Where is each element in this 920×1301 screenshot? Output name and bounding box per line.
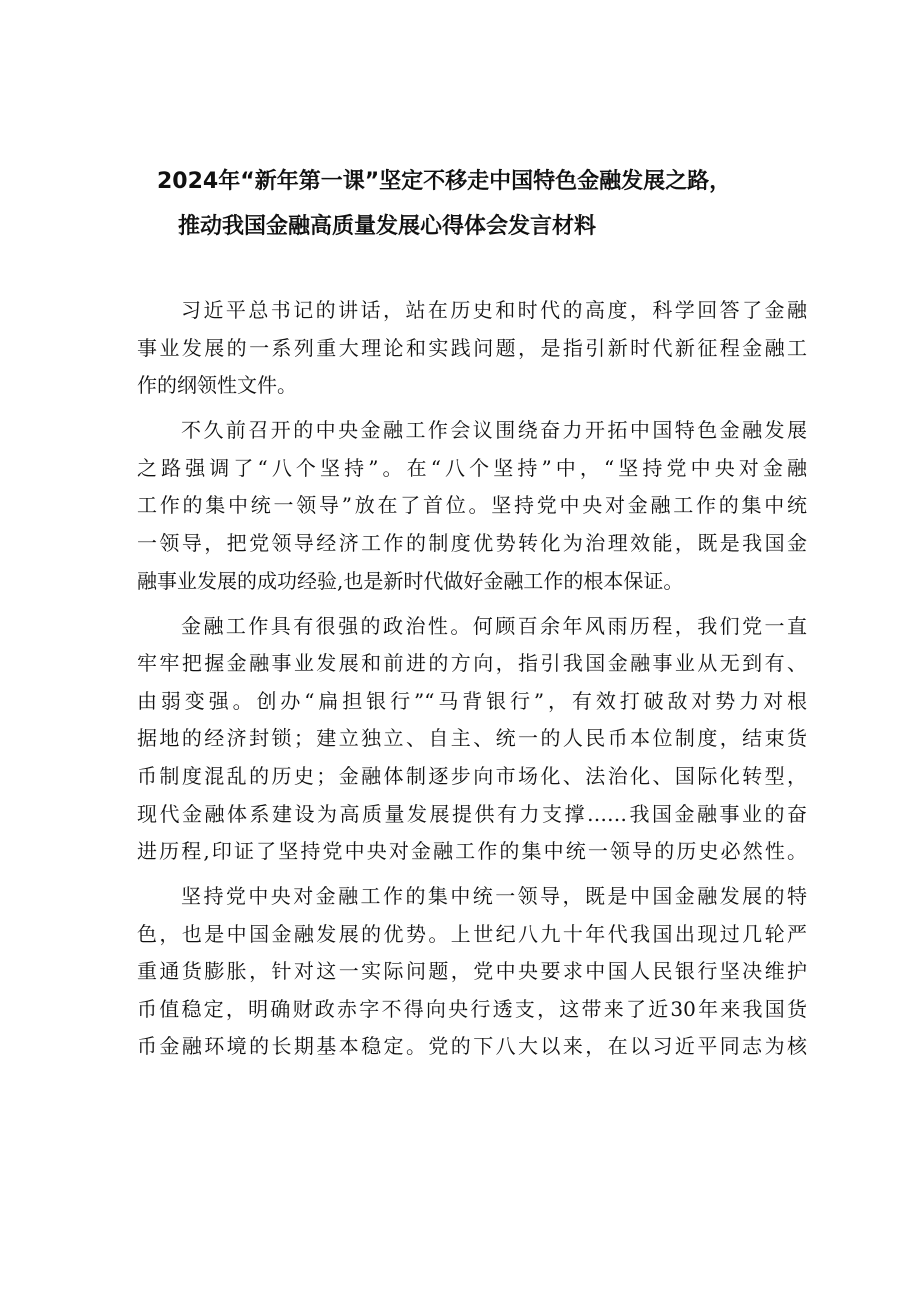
- paragraph-line: 据地的经济封锁；建立独立、自主、统一的人民币本位制度，结束货: [137, 726, 807, 751]
- paragraph-4: [137, 878, 807, 1066]
- paragraph-line: 事业发展的一系列重大理论和实践问题，是指引新时代新征程金融工: [137, 335, 807, 360]
- paragraph-line: 进历程,印证了坚持党中央对金融工作的集中统一领导的历史必然性。: [137, 839, 807, 864]
- paragraph-line: 融事业发展的成功经验,也是新时代做好金融工作的根本保证。: [137, 568, 684, 593]
- paragraph-2: [137, 412, 807, 600]
- paragraph-line: 工作的集中统一领导”放在了首位。坚持党中央对金融工作的集中统: [137, 493, 807, 518]
- paragraph-line: 之路强调了“八个坚持”。在“八个坚持”中，“坚持党中央对金融: [137, 455, 807, 480]
- paragraph-line: 币制度混乱的历史；金融体制逐步向市场化、法治化、国际化转型，: [137, 763, 807, 788]
- paragraph-line: 色，也是中国金融发展的优势。上世纪八九十年代我国出现过几轮严: [137, 921, 807, 946]
- paragraph-line: 现代金融体系建设为高质量发展提供有力支撑……我国金融事业的奋: [137, 801, 807, 826]
- document-title-line-2: 推动我国金融高质量发展心得体会发言材料: [178, 214, 597, 239]
- paragraph-line: 由弱变强。创办“扁担银行”“马背银行”，有效打破敌对势力对根: [137, 688, 807, 713]
- paragraph-line: 习近平总书记的讲话，站在历史和时代的高度，科学回答了金融: [181, 298, 807, 322]
- paragraph-line: 币金融环境的长期基本稳定。党的下八大以来，在以习近平同志为核: [137, 1034, 807, 1059]
- paragraph-1: [137, 292, 807, 405]
- paragraph-line: 坚持党中央对金融工作的集中统一领导，既是中国金融发展的特: [181, 884, 807, 909]
- document-body: [137, 292, 807, 1073]
- paragraph-line: 币值稳定，明确财政赤字不得向央行透支，这带来了近30年来我国货: [137, 996, 807, 1021]
- paragraph-3: [137, 608, 807, 871]
- paragraph-line: 一领导，把党领导经济工作的制度优势转化为治理效能，既是我国金: [137, 530, 807, 555]
- paragraph-line: 重通货膨胀，针对这一实际问题，党中央要求中国人民银行坚决维护: [137, 959, 807, 984]
- document-title-line-1: 2024年“新年第一课”坚定不移走中国特色金融发展之路，: [157, 169, 732, 194]
- paragraph-line: 牢牢把握金融事业发展和前进的方向，指引我国金融事业从无到有、: [137, 651, 807, 676]
- paragraph-line: 不久前召开的中央金融工作会议围绕奋力开拓中国特色金融发展: [181, 418, 807, 443]
- paragraph-line: 金融工作具有很强的政治性。何顾百余年风雨历程，我们党一直: [181, 613, 807, 638]
- paragraph-line: 作的纲领性文件。: [137, 373, 297, 398]
